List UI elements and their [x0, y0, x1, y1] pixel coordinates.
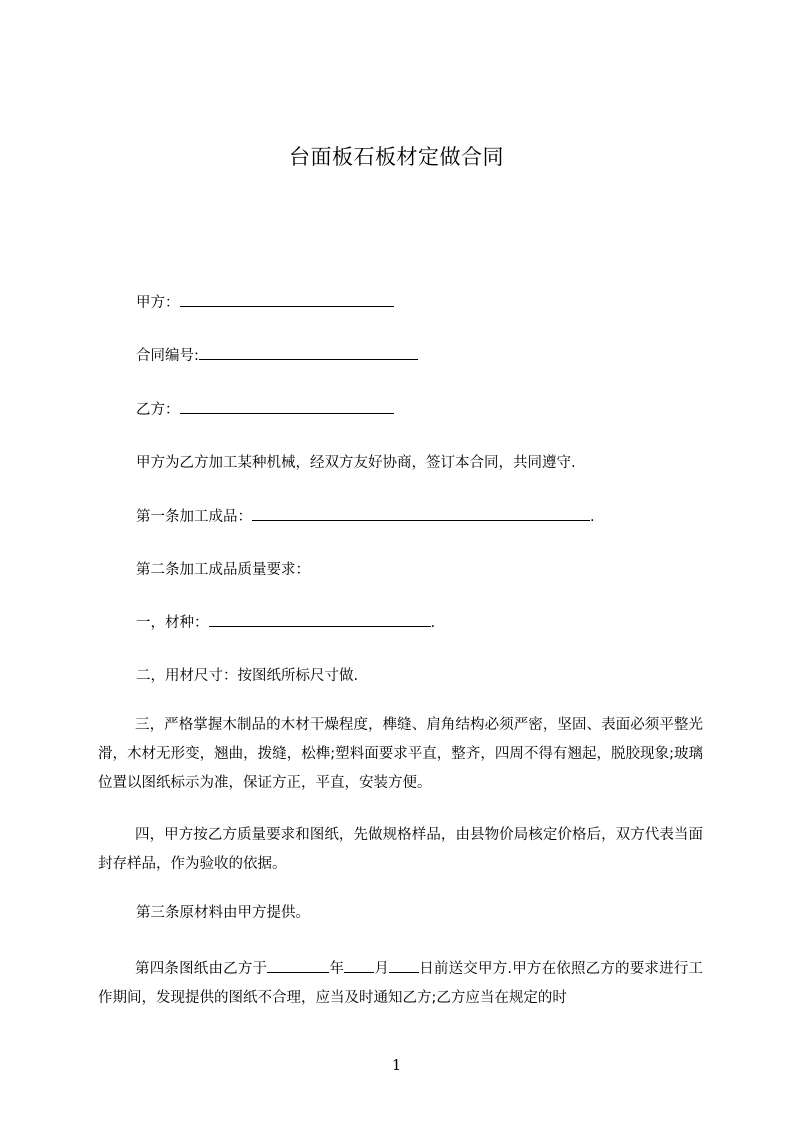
article2-heading: 第二条加工成品质量要求： [136, 562, 310, 578]
item1-blank[interactable] [209, 612, 431, 627]
item1-suffix: . [430, 615, 436, 631]
article4-paragraph [98, 955, 703, 1013]
item1-label: 一，材种： [136, 615, 209, 631]
intro-text: 甲方为乙方加工某种机械，经双方友好协商，签订本合同，共同遵守. [136, 455, 576, 471]
article4-rest: 日前送交甲方.甲方在依照乙方的要求进行工作期间，发现提供的图纸不合理，应当及时通知乙方;乙方应当在规定的时 [98, 961, 704, 1006]
article4-day-blank[interactable] [389, 958, 419, 973]
party-a-label: 甲方： [136, 295, 180, 311]
article4-month-blank[interactable] [344, 958, 374, 973]
party-a-line [136, 292, 394, 314]
party-b-blank[interactable] [180, 399, 394, 414]
article4-year-blank[interactable] [267, 958, 329, 973]
party-b-line [136, 399, 394, 421]
contract-number-label: 合同编号: [136, 348, 199, 364]
item4-paragraph: 四，甲方按乙方质量要求和图纸，先做规格样品，由县物价局核定价格后，双方代表当面封存样品，作为验收的依据。 [98, 827, 703, 872]
article1-blank[interactable] [252, 506, 590, 521]
party-b-label: 乙方： [136, 402, 180, 418]
item3-paragraph: 三，严格掌握木制品的木材干燥程度，榫缝、肩角结构必须严密，坚固、表面必须平整光滑，木材无形变，翘曲，拨缝，松榫;塑料面要求平直，整齐，四周不得有翘起，脱胶现象;玻璃位置以图纸标示为准，保证方正，平直，安装方便。 [98, 717, 703, 791]
article1-label: 第一条加工成品： [136, 509, 252, 525]
contract-number-line [136, 345, 418, 367]
article1-suffix: . [590, 509, 595, 525]
page-number: 1 [391, 1056, 402, 1074]
item2-text: 二，用材尺寸：按图纸所标尺寸做. [136, 668, 359, 684]
page-title: 台面板石板材定做合同 [289, 145, 504, 169]
article1-line [136, 506, 595, 528]
contract-number-blank[interactable] [199, 345, 418, 360]
article4-prefix: 第四条图纸由乙方于 [135, 961, 268, 977]
article3-text: 第三条原材料由甲方提供。 [136, 905, 310, 921]
item1-line [136, 612, 435, 634]
article4-year-label: 年 [329, 961, 345, 977]
party-a-blank[interactable] [180, 292, 394, 307]
article4-month-label: 月 [374, 961, 390, 977]
